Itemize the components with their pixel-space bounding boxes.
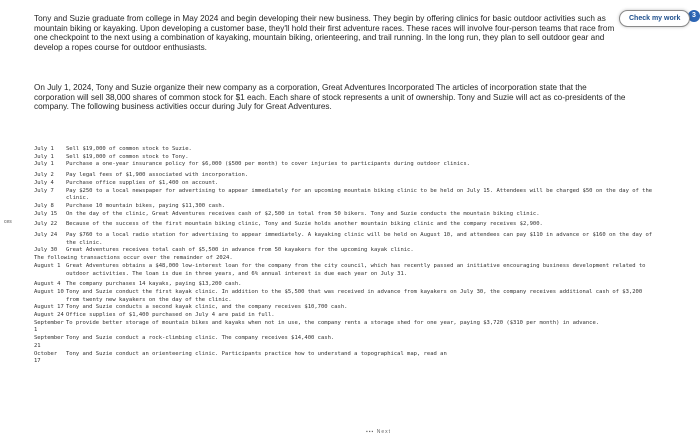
transaction-text: Pay $250 to a local newspaper for advertising to appear immediately for an upcoming mountain biking clinic to be held on July 15. Attendees will be charged $50 on the day of the clinic. (66, 187, 656, 202)
transaction-text: Great Adventures obtains a $48,000 low-interest loan for the company from the city council, which has recently passed an initiative encouraging business development related to outdoor activities. The loan is due in three years, and 6% annual interest is due each year on July 31. (66, 262, 649, 277)
transaction-text: On the day of the clinic, Great Adventures receives cash of $2,500 in total from 50 bikers. Tony and Suzie conducts the mountain biking clinic. (66, 210, 540, 217)
transaction-date: September 1 (34, 319, 64, 334)
transaction-row (34, 154, 654, 162)
transaction-text: The following transactions occur over the remainder of 2024. (34, 255, 233, 262)
transaction-date: August 1 (34, 262, 61, 269)
transaction-text: To provide better storage of mountain bikes and kayaks when not in use, the company rents a storage shed for one year, paying $3,720 ($310 per month) in advance. (66, 319, 600, 326)
transaction-date: July 1 (34, 146, 54, 152)
transaction-text: Great Adventures receives total cash of $5,500 in advance from 50 kayakers for the upcoming kayak clinic. (66, 247, 414, 254)
transaction-text: Pay legal fees of $1,900 associated with incorporation. (66, 172, 249, 179)
transaction-date: July 22 (34, 221, 58, 228)
notification-badge: 3 (688, 10, 700, 22)
transaction-date: August 24 (34, 312, 64, 319)
transaction-date: July 7 (34, 187, 54, 194)
transaction-row (34, 161, 654, 169)
transaction-text: Tony and Suzie conduct a rock-climbing clinic. The company receives $14,400 cash. (66, 335, 335, 342)
transaction-row (34, 351, 654, 366)
transaction-text: Office supplies of $1,400 purchased on July 4 are paid in full. (66, 312, 275, 319)
transaction-date: August 10 (34, 288, 64, 295)
transaction-row (34, 180, 654, 188)
transaction-row (34, 312, 654, 320)
transaction-row (34, 304, 654, 312)
transaction-date: September 21 (34, 335, 64, 349)
transaction-text: Sell $19,000 of common stock to Suzie. (66, 146, 192, 152)
transaction-text: The company purchases 14 kayaks, paying $13,200 cash. (66, 281, 242, 288)
transaction-text: Purchase 10 mountain bikes, paying $11,300 cash. (66, 202, 225, 209)
transaction-date: July 8 (34, 202, 54, 209)
transaction-text: Tony and Suzie conduct an orienteering clinic. Participants practice how to understand a topographical map, read an (66, 350, 447, 357)
pager-nav[interactable]: ▪▪▪ Next (366, 429, 391, 435)
transaction-row (34, 281, 654, 289)
transaction-text: Sell $19,000 of common stock to Tony. (66, 153, 189, 160)
transaction-date: July 1 (34, 161, 54, 168)
transaction-date: August 17 (34, 304, 64, 311)
transaction-date: July 4 (34, 179, 54, 186)
transaction-row (34, 247, 654, 255)
check-my-work-button[interactable]: Check my work (619, 10, 690, 27)
transaction-text: Tony and Suzie conducts a second kayak clinic, and the company receives $10,700 cash. (66, 304, 348, 311)
transaction-row (34, 172, 654, 180)
transaction-text: Purchase office supplies of $1,400 on account. (66, 179, 219, 186)
transaction-date: July 24 (34, 232, 58, 239)
intro-paragraph: Tony and Suzie graduate from college in May 2024 and begin developing their new business. They begin by offering clinics for basic outdoor activities such as mountain biking or kayaking. Upon developing a customer base, they'll hold their first adventure races. These races will involve four-person teams that race from one checkpoint to the next using a combination of kayaking, mountain biking, orienteering, and trail running. In the long run, they plan to sell outdoor gear and develop a ropes course for outdoor enthusiasts. (34, 14, 615, 52)
transaction-date: July 15 (34, 210, 58, 217)
transaction-date: July 1 (34, 153, 54, 160)
transaction-row (34, 320, 654, 335)
transaction-date: October 17 (34, 350, 58, 365)
transaction-row (34, 203, 654, 211)
transaction-row (34, 211, 654, 219)
transaction-date: August 4 (34, 281, 61, 288)
transaction-row (34, 221, 654, 229)
transaction-date: July 2 (34, 172, 54, 179)
transaction-text: Purchase a one-year insurance policy for $6,000 ($500 per month) to cover injuries to participants during outdoor clinics. (66, 161, 470, 168)
transaction-date: July 30 (34, 247, 58, 254)
transaction-row (34, 289, 654, 304)
transaction-row (34, 146, 654, 154)
transaction-row (34, 188, 654, 203)
transaction-note (34, 255, 654, 263)
context-paragraph: On July 1, 2024, Tony and Suzie organize their new company as a corporation, Great Adventures Incorporated The articles of incorporation state that the corporation will sell 38,000 shares of common stock for $1 each. Each share of stock represents a unit of ownership. Tony and Suzie will act as co-presidents of the company. The following business activities occur during July for Great Adventures. (34, 83, 626, 112)
transaction-text: Tony and Suzie conduct the first kayak clinic. In addition to the $5,500 that was received in advance from kayakers on July 30, the company receives additional cash of $3,200 from twenty new kayakers on the day of the clinic. (66, 288, 646, 303)
transaction-text: Pay $760 to a local radio station for advertising to appear immediately. A kayaking clinic will be held on August 10, and attendees can pay $110 in advance or $160 on the day of the clinic. (66, 232, 656, 246)
transaction-row (34, 335, 654, 350)
transactions-list (34, 146, 654, 366)
transaction-text: Because of the success of the first mountain biking clinic, Tony and Suzie holds another mountain biking clinic and the company receives $2,900. (66, 221, 543, 228)
transaction-row (34, 263, 654, 278)
side-tab-label[interactable]: ces (4, 219, 12, 225)
transaction-row (34, 232, 654, 247)
